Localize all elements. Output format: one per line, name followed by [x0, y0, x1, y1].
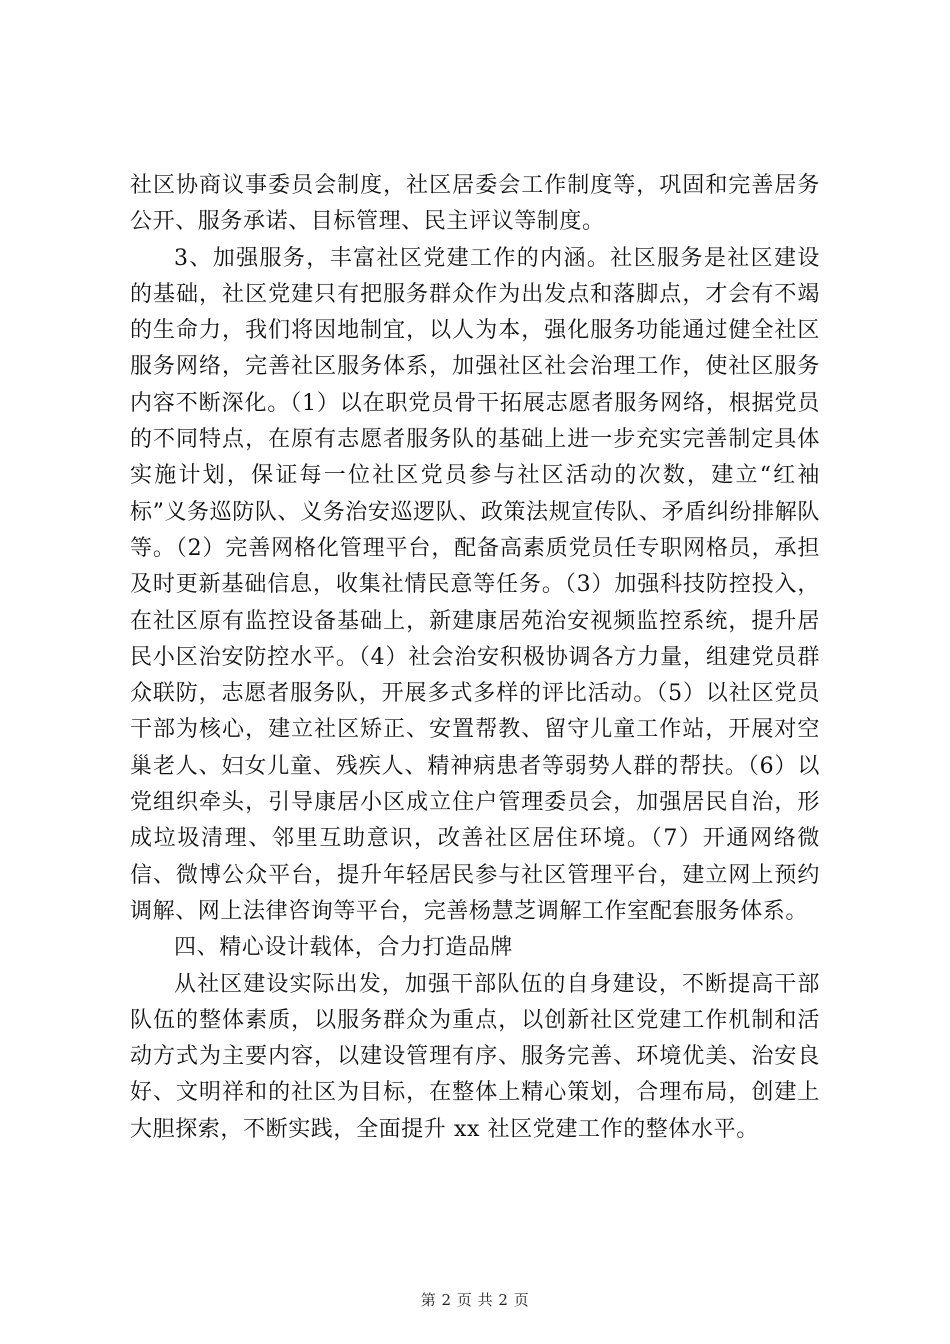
paragraph-1: 社区协商议事委员会制度，社区居委会工作制度等，巩固和完善居务公开、服务承诺、目标管理、民主评议等制度。 [130, 173, 820, 235]
section-heading: 四、精心设计载体，合力打造品牌 [174, 935, 514, 961]
paragraph-4: 从社区建设实际出发，加强干部队伍的自身建设，不断提高干部队伍的整体素质，以服务群众为重点，以创新社区党建工作机制和活动方式为主要内容，以建设管理有序、服务完善、环境优美、治安良好、文明祥和的社区为目标，在整体上精心策划，合理布局，创建上大胆探索，不断实践，全面提升 xx 社区党建工作的整体水平。 [130, 971, 820, 1142]
page-footer: 第 2 页 共 2 页 [420, 1291, 530, 1309]
paragraph-2: 3、加强服务，丰富社区党建工作的内涵。社区服务是社区建设的基础，社区党建只有把服务群众作为出发点和落脚点，才会有不竭的生命力，我们将因地制宜，以人为本，强化服务功能通过健全社区服务网络，完善社区服务体系，加强社区社会治理工作，使社区服务内容不断深化。（1）以在职党员骨干拓展志愿者服务网络，根据党员的不同特点，在原有志愿者服务队的基础上进一步充实完善制定具体实施计划，保证每一位社区党员参与社区活动的次数，建立“红袖标”义务巡防队、义务治安巡逻队、政策法规宣传队、矛盾纠纷排解队等。（2）完善网格化管理平台，配备高素质党员任专职网格员，承担及时更新基础信息，收集社情民意等任务。（3）加强科技防控投入，在社区原有监控设备基础上，新建康居苑治安视频监控系统，提升居民小区治安防控水平。（4）社会治安积极协调各方力量，组建党员群众联防，志愿者服务队，开展多式多样的评比活动。（5）以社区党员干部为核心，建立社区矫正、安置帮教、留守儿童工作站，开展对空巢老人、妇女儿童、残疾人、精神病患者等弱势人群的帮扶。（6）以党组织牵头，引导康居小区成立住户管理委员会，加强居民自治，形成垃圾清理、邻里互助意识，改善社区居住环境。（7）开通网络微信、微博公众平台，提升年轻居民参与社区管理平台，建立网上预约调解、网上法律咨询等平台，完善杨慧芝调解工作室配套服务体系。 [130, 245, 820, 924]
document-body [130, 168, 820, 1148]
